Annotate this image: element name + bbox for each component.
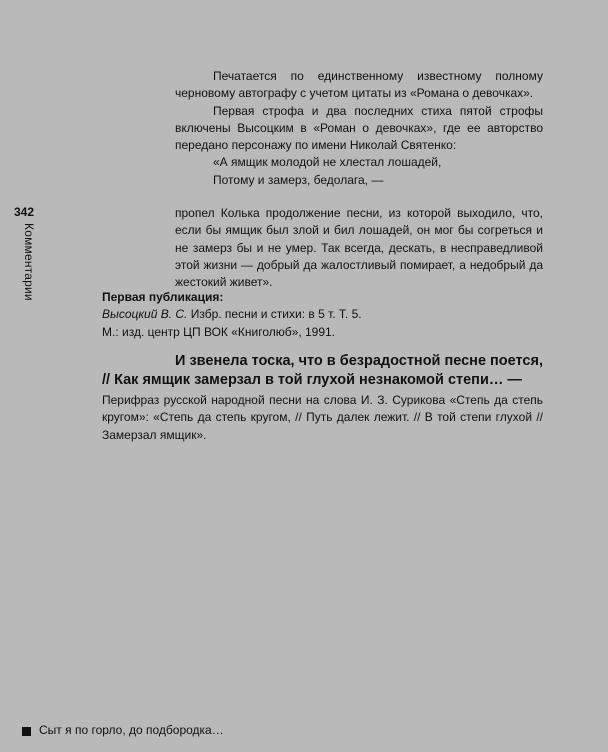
intro-block (175, 68, 543, 189)
verse-line-2: Потому и замерз, бедолага, — (213, 172, 384, 187)
publication-source: Избр. песни и стихи: в 5 т. Т. 5. (187, 307, 362, 322)
page-number: 342 (14, 205, 35, 219)
comment-body: Перифраз русской народной песни на слова И. З. Сурикова «Степь да степь кругом»: «Степь да степь кругом, // Путь далек лежит. // В той степи глухой // Замерзал ямщик». (102, 393, 543, 442)
comment-heading: И звенела тоска, что в безрадостной песне поется, // Как ямщик замерзал в той глухой незнакомой степи… — (102, 353, 543, 388)
publication-line-2: М.: изд. центр ЦП ВОК «Книголюб», 1991. (102, 324, 336, 339)
publication-title: Первая публикация: (102, 290, 224, 304)
comment-block (102, 392, 543, 444)
publication-author: Высоцкий В. С. (102, 307, 188, 322)
intro-continuation (175, 205, 543, 291)
intro-paragraph-3: пропел Колька продолжение песни, из которой выходило, что, если бы ямщик был злой и бил лошадей, он мог бы согреться и не замерз бы и не умер. Так всегда, дескать, в несправедливой этой жизни — добрый да жалостливый помирает, а недобрый да жестокий живет». (175, 206, 543, 290)
first-publication (102, 289, 543, 341)
footer-square-icon (22, 727, 31, 736)
verse-line-1: «А ямщик молодой не хлестал лошадей, (213, 155, 442, 170)
footer-book-title: Сыт я по горло, до подбородка… (39, 723, 224, 737)
publication-line-1 (102, 306, 543, 323)
intro-paragraph-2: Первая строфа и два последних стиха пятой строфы включены Высоцким в «Роман о девочках», где ее авторство передано персонажу по имени Николай Святенко: (175, 103, 543, 153)
intro-paragraph-1: Печатается по единственному известному полному черновому автографу с учетом цитаты из «Романа о девочках». (175, 69, 543, 101)
running-head: Комментарии (22, 223, 36, 301)
